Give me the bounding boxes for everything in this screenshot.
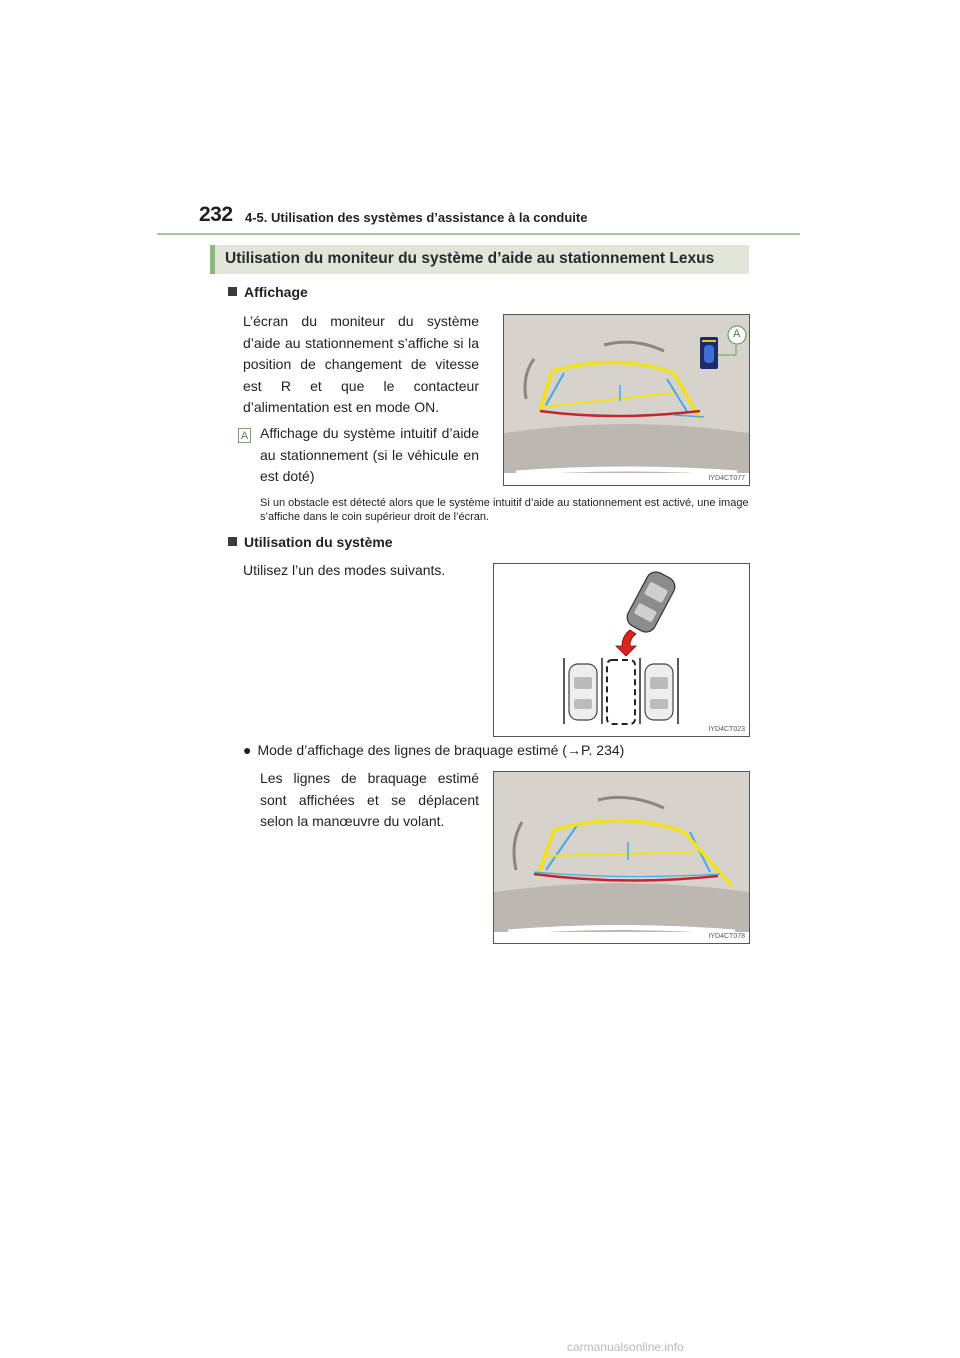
figure-code: IYD4CT023	[708, 726, 745, 733]
figure-estimated-lines	[493, 771, 750, 944]
figure-callout-a: A	[733, 328, 741, 340]
usage-heading-text: Utilisation du système	[244, 534, 393, 550]
mode-paragraph: Les lignes de braquage estimé sont affichées et se déplacent selon la manœuvre du volant.	[260, 770, 479, 829]
usage-heading	[228, 534, 393, 550]
display-note: Si un obstacle est détecté alors que le système intuitif d’aide au stationnement est activé, une image s’affiche dans le coin supérieur droit de l’écran.	[260, 497, 749, 523]
footer-watermark: carmanualsonline.info	[567, 1340, 684, 1354]
square-bullet-icon	[228, 537, 237, 546]
rear-camera-screen-illustration	[504, 315, 749, 485]
section-title: Utilisation du moniteur du système d’aide au stationnement Lexus	[225, 250, 715, 267]
figure-display-screen	[503, 314, 750, 486]
display-heading-text: Affichage	[244, 284, 308, 300]
mode-bullet-text: Mode d’affichage des lignes de braquage estimé (→P. 234)	[257, 742, 625, 758]
section-title-band	[210, 245, 749, 274]
figure-code: IYD4CT077	[708, 475, 745, 482]
page-number: 232	[199, 203, 233, 226]
chapter-title: 4-5. Utilisation des systèmes d’assistance à la conduite	[245, 210, 588, 225]
estimated-course-lines-illustration	[494, 772, 749, 943]
figure-parking-diagram	[493, 563, 750, 737]
parking-maneuver-illustration	[494, 564, 749, 736]
usage-paragraph: Utilisez l’un des modes suivants.	[243, 562, 446, 578]
callout-a-letter: A	[238, 428, 251, 443]
round-bullet-icon: ●	[243, 742, 252, 758]
callout-a-marker	[238, 426, 251, 444]
figure-code: IYD4CT078	[708, 933, 745, 940]
callout-a-text: Affichage du système intuitif d’aide au stationnement (si le véhicule en est doté)	[260, 425, 479, 484]
header-rule	[157, 233, 800, 235]
display-paragraph: L’écran du moniteur du système d’aide au stationnement s’affiche si la position de changement de vitesse est R et que le contacteur d’alimentation est en mode ON.	[243, 313, 479, 415]
display-heading	[228, 284, 308, 300]
mode-bullet	[243, 740, 753, 762]
square-bullet-icon	[228, 287, 237, 296]
